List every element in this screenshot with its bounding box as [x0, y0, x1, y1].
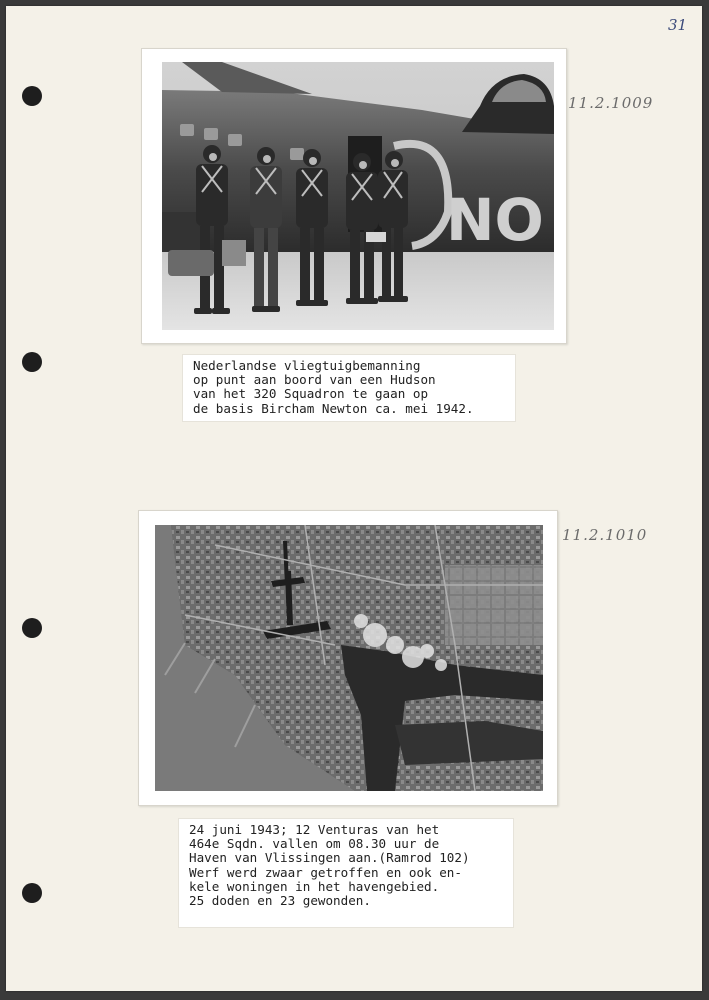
caption-line: Werf werd zwaar getroffen en ook en-: [189, 864, 462, 880]
caption-line: Haven van Vlissingen aan.(Ramrod 102): [189, 850, 470, 866]
punch-hole: [22, 352, 42, 372]
caption-photo-1: [182, 354, 516, 422]
aerial-photo-image: [155, 525, 543, 791]
caption-line: op punt aan boord van een Hudson: [193, 372, 436, 388]
reference-number-2: 11.2.1010: [562, 526, 648, 544]
photo-aerial-harbour: [138, 510, 558, 806]
caption-line: Nederlandse vliegtuigbemanning: [193, 358, 421, 373]
caption-line: 464e Sqdn. vallen om 08.30 uur de: [189, 836, 440, 852]
caption-line: 24 juni 1943; 12 Venturas van het: [189, 822, 440, 837]
page-number: 31: [668, 16, 688, 34]
punch-hole: [22, 86, 42, 106]
caption-line: van het 320 Squadron te gaan op: [193, 386, 429, 402]
caption-line: 25 doden en 23 gewonden.: [189, 893, 371, 909]
reference-number-1: 11.2.1009: [568, 94, 654, 112]
caption-line: de basis Bircham Newton ca. mei 1942.: [193, 400, 474, 416]
aircraft-code: NO: [446, 186, 544, 254]
punch-hole: [22, 618, 42, 638]
caption-photo-2: [178, 818, 514, 928]
aircrew-photo-image: [162, 62, 554, 330]
album-page: [6, 6, 702, 991]
punch-hole: [22, 883, 42, 903]
caption-line: kele woningen in het havengebied.: [189, 878, 440, 894]
photo-aircrew: [141, 48, 567, 344]
